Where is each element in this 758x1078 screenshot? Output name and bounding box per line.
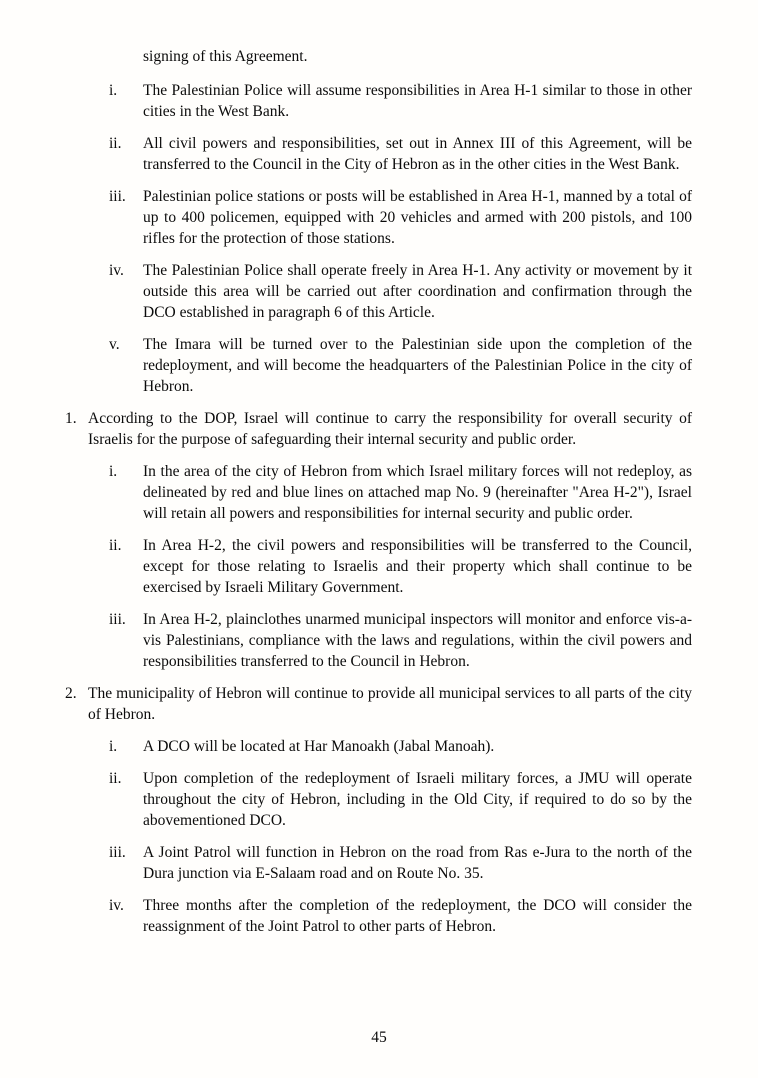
list-item-text: The Palestinian Police will assume responsibilities in Area H-1 similar to those in other cities in the West Bank. <box>143 82 692 120</box>
list-item-marker: iii. <box>109 611 126 628</box>
list-item-text: In Area H-2, the civil powers and responsibilities will be transferred to the Council, except for those relating to Israelis and their property which shall continue to be exercised by Israeli Military Government. <box>143 537 692 596</box>
paragraph-text: According to the DOP, Israel will continue to carry the responsibility for overall security of Israelis for the purpose of safeguarding their internal security and public order. <box>88 410 692 448</box>
list-item-text: All civil powers and responsibilities, set out in Annex III of this Agreement, will be transferred to the Council in the City of Hebron as in the other cities in the West Bank. <box>143 135 692 173</box>
list-item-text: A Joint Patrol will function in Hebron on the road from Ras e-Jura to the north of the Dura junction via E-Salaam road and on Route No. 35. <box>143 844 692 882</box>
list-item <box>65 461 692 524</box>
list-item <box>65 535 692 598</box>
list-item <box>65 736 692 757</box>
list-item-text: The Imara will be turned over to the Palestinian side upon the completion of the redeployment, and will become the headquarters of the Palestinian Police in the city of Hebron. <box>143 336 692 395</box>
list-item-marker: ii. <box>109 770 122 787</box>
list-item <box>65 186 692 249</box>
list-item-text: Three months after the completion of the redeployment, the DCO will consider the reassignment of the Joint Patrol to other parts of Hebron. <box>143 897 692 935</box>
paragraph-marker: 2. <box>65 685 77 702</box>
list-item <box>65 260 692 323</box>
list-item <box>65 895 692 937</box>
list-item-marker: iv. <box>109 262 124 279</box>
list-item <box>65 842 692 884</box>
list-item-marker: i. <box>109 82 118 99</box>
list-item-text: The Palestinian Police shall operate freely in Area H-1. Any activity or movement by it outside this area will be carried out after coordination and confirmation through the DCO established in paragraph 6 of this Article. <box>143 262 692 321</box>
list-item-marker: iv. <box>109 897 124 914</box>
list-item-text: A DCO will be located at Har Manoakh (Jabal Manoah). <box>143 738 495 755</box>
paragraph-text: The municipality of Hebron will continue to provide all municipal services to all parts of the city of Hebron. <box>88 685 692 723</box>
sub-list <box>65 736 692 937</box>
sub-list <box>65 461 692 672</box>
list-item-marker: ii. <box>109 135 122 152</box>
list-item <box>65 80 692 122</box>
list-item-text: Palestinian police stations or posts will be established in Area H-1, manned by a total of up to 400 policemen, equipped with 20 vehicles and armed with 200 pistols, and 100 rifles for the protection of those stations. <box>143 188 692 247</box>
continuation-line: signing of this Agreement. <box>143 48 308 65</box>
list-item-marker: iii. <box>109 844 126 861</box>
list-item-marker: i. <box>109 463 118 480</box>
numbered-paragraph <box>65 683 692 725</box>
paragraph-group-1 <box>65 408 692 672</box>
list-item-text: In Area H-2, plainclothes unarmed municipal inspectors will monitor and enforce vis-a-vis Palestinians, compliance with the laws and regulations, within the civil powers and responsibilities transferred to the Council in Hebron. <box>143 611 692 670</box>
list-item <box>65 133 692 175</box>
list-item-marker: iii. <box>109 188 126 205</box>
list-item <box>65 768 692 831</box>
list-item <box>65 609 692 672</box>
list-item-text: Upon completion of the redeployment of Israeli military forces, a JMU will operate throughout the city of Hebron, including in the Old City, if required to do so by the abovementioned DCO. <box>143 770 692 829</box>
list-item-marker: ii. <box>109 537 122 554</box>
page-number: 45 <box>371 1029 387 1046</box>
list-item-marker: i. <box>109 738 118 755</box>
paragraph-marker: 1. <box>65 410 77 427</box>
numbered-paragraph <box>65 408 692 450</box>
paragraph-group-2 <box>65 683 692 937</box>
list-item <box>65 334 692 397</box>
list-item-marker: v. <box>109 336 120 353</box>
list-item-text: In the area of the city of Hebron from which Israel military forces will not redeploy, as delineated by red and blue lines on attached map No. 9 (hereinafter "Area H-2"), Israel will retain all powers and responsibilities for internal security and public order. <box>143 463 692 522</box>
